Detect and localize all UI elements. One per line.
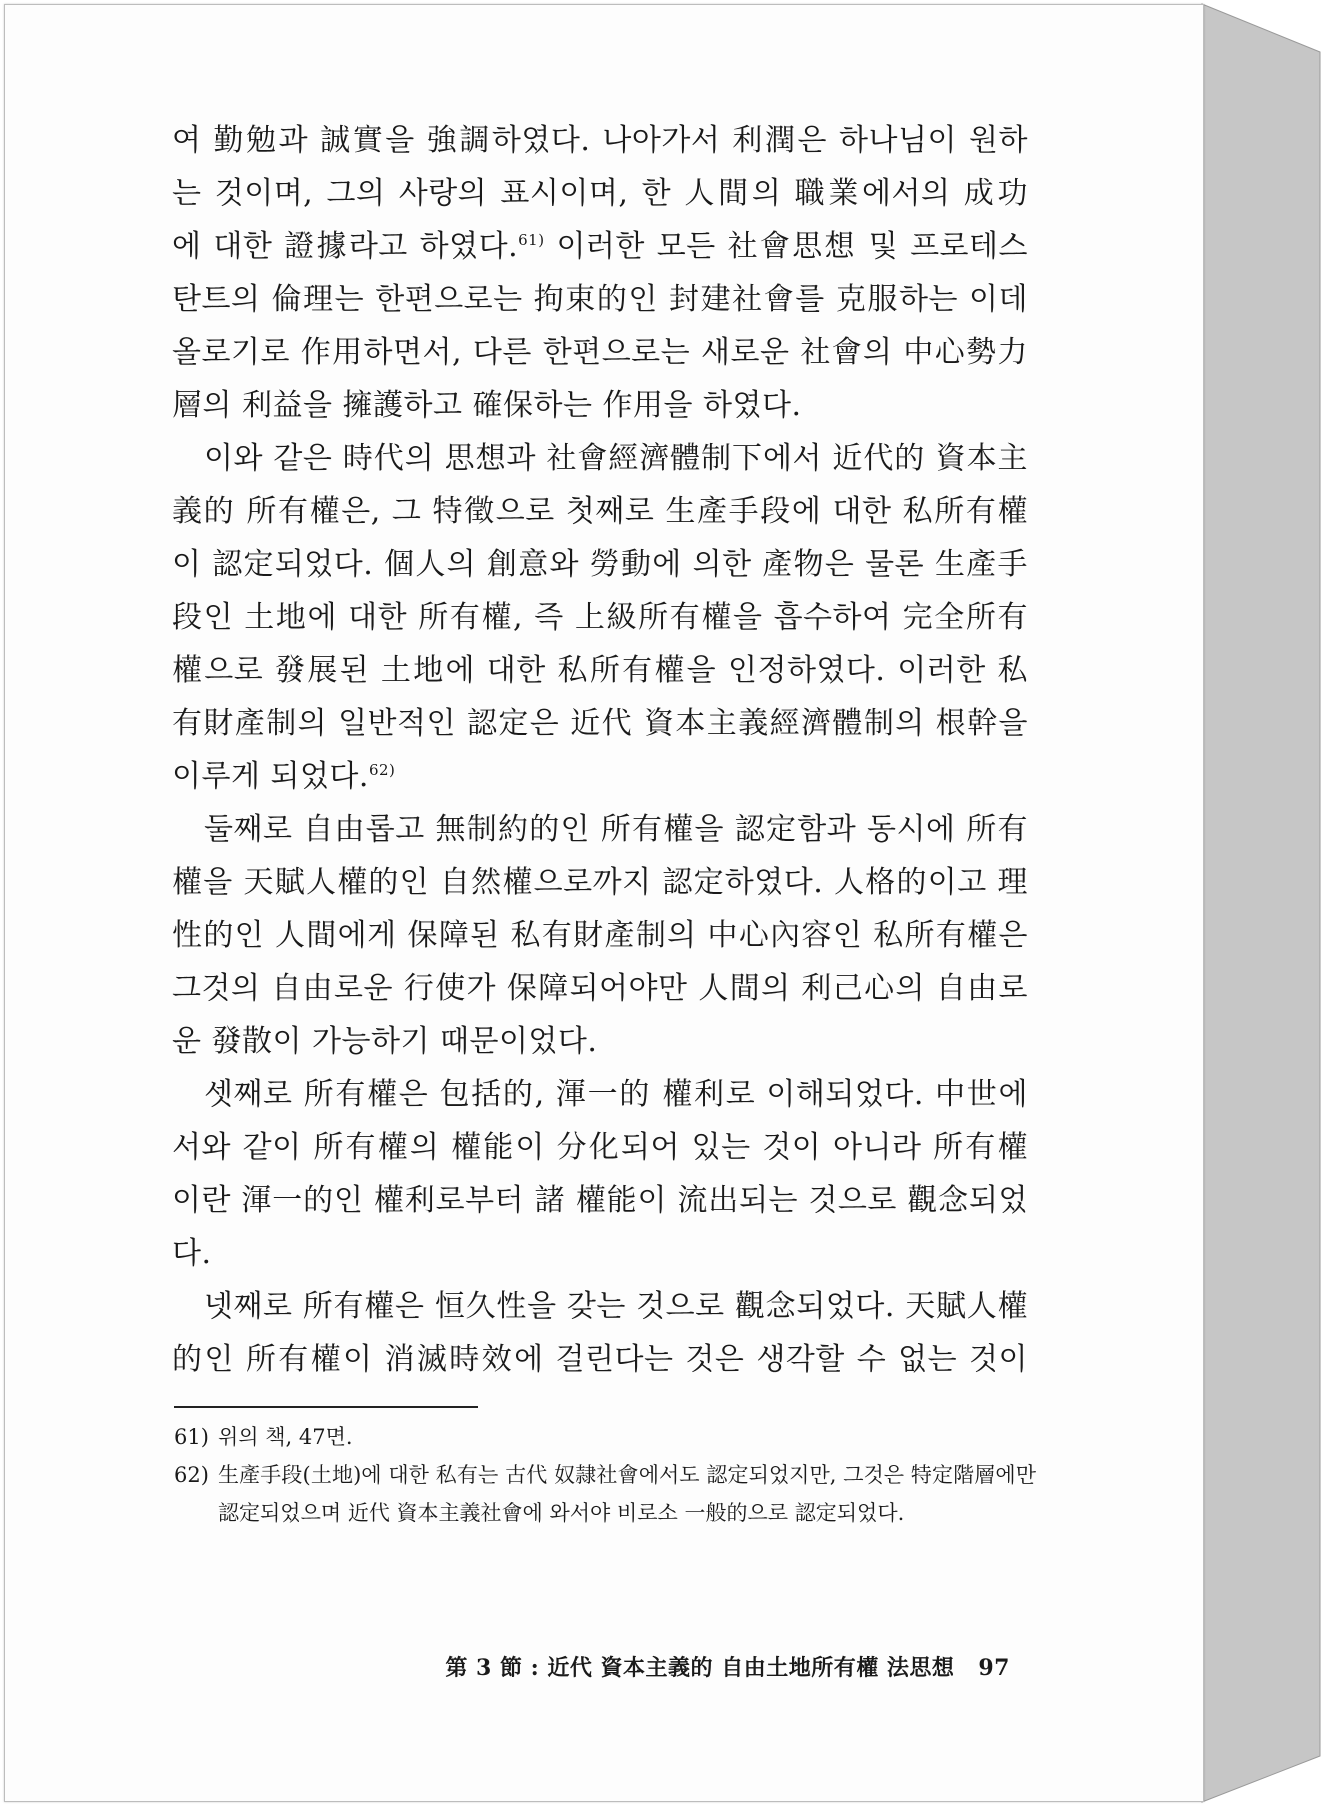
text-line: 性的인 人間에게 保障된 私有財產制의 中心內容인 私所有權은 [172, 918, 1028, 953]
footnote-number: 62) [174, 1463, 209, 1487]
footnote-ref-61[interactable]: 61) [518, 231, 545, 249]
footnote-ref-62[interactable]: 62) [368, 761, 396, 779]
text-line: 올로기로 作用하면서, 다른 한편으로는 새로운 社會의 中心勢力 [172, 335, 1028, 370]
running-footer [445, 1651, 1010, 1682]
text-line: 有財產制의 일반적인 認定은 近代 資本主義經濟體制의 根幹을 [172, 706, 1028, 741]
text-line: 다. [172, 1236, 212, 1271]
text-segment: 이러한 모든 社會思想 및 프로테스 [544, 229, 1028, 264]
text-line [172, 750, 1028, 803]
footnote-number: 61) [174, 1425, 209, 1449]
text-line: 셋째로 所有權은 包括的, 渾一的 權利로 이해되었다. 中世에 [204, 1077, 1028, 1112]
text-segment: 이루게 되었다. [172, 759, 369, 794]
text-line: 그것의 自由로운 行使가 保障되어야만 人間의 利己心의 自由로 [172, 971, 1028, 1006]
footnote-text: 위의 책, 47면. [218, 1425, 353, 1449]
text-line: 넷째로 所有權은 恒久性을 갖는 것으로 觀念되었다. 天賦人權 [204, 1289, 1028, 1324]
body-text [172, 114, 1028, 1386]
text-line: 둘째로 自由롭고 無制約的인 所有權을 認定함과 동시에 所有 [204, 812, 1028, 847]
text-segment: 에 대한 證據라고 하였다. [172, 229, 519, 264]
text-line [172, 220, 1028, 273]
text-line: 이 認定되었다. 個人의 創意와 勞動에 의한 產物은 물론 生產手 [172, 547, 1028, 582]
text-line: 的인 所有權이 消滅時效에 걸린다는 것은 생각할 수 없는 것이 [172, 1342, 1028, 1377]
footnote-text: 生產手段(土地)에 대한 私有는 古代 奴隷社會에서도 認定되었지만, 그것은 特定階層에만 認定되었으며 近代 資本主義社會에 와서야 비로소 一般的으로 認定되었다. [218, 1463, 1036, 1525]
text-line: 운 發散이 가능하기 때문이었다. [172, 1024, 598, 1059]
footnote-divider [174, 1406, 478, 1408]
text-line: 탄트의 倫理는 한편으로는 拘束的인 封建社會를 克服하는 이데 [172, 282, 1028, 317]
footnote-62 [174, 1456, 1036, 1532]
footnotes [174, 1418, 1036, 1532]
text-line: 段인 土地에 대한 所有權, 즉 上級所有權을 흡수하여 完全所有 [172, 600, 1028, 635]
page-number: 97 [978, 1655, 1010, 1681]
text-line: 이란 渾一的인 權利로부터 諸 權能이 流出되는 것으로 觀念되었 [172, 1183, 1028, 1218]
text-line: 서와 같이 所有權의 權能이 分化되어 있는 것이 아니라 所有權 [172, 1130, 1028, 1165]
text-line: 여 勤勉과 誠實을 強調하였다. 나아가서 利潤은 하나님이 원하 [172, 123, 1028, 158]
text-line: 이와 같은 時代의 思想과 社會經濟體制下에서 近代的 資本主 [204, 441, 1028, 476]
text-line: 權으로 發展된 土地에 대한 私所有權을 인정하였다. 이러한 私 [172, 653, 1028, 688]
text-line: 義的 所有權은, 그 特徵으로 첫째로 生產手段에 대한 私所有權 [172, 494, 1028, 529]
text-line: 는 것이며, 그의 사랑의 표시이며, 한 人間의 職業에서의 成功 [172, 176, 1028, 211]
text-line: 權을 天賦人權的인 自然權으로까지 認定하였다. 人格的이고 理 [172, 865, 1028, 900]
text-line: 層의 利益을 擁護하고 確保하는 作用을 하였다. [172, 388, 802, 423]
section-title: 第 3 節 : 近代 資本主義的 自由土地所有權 法思想 [445, 1655, 955, 1681]
footnote-61 [174, 1418, 1036, 1456]
